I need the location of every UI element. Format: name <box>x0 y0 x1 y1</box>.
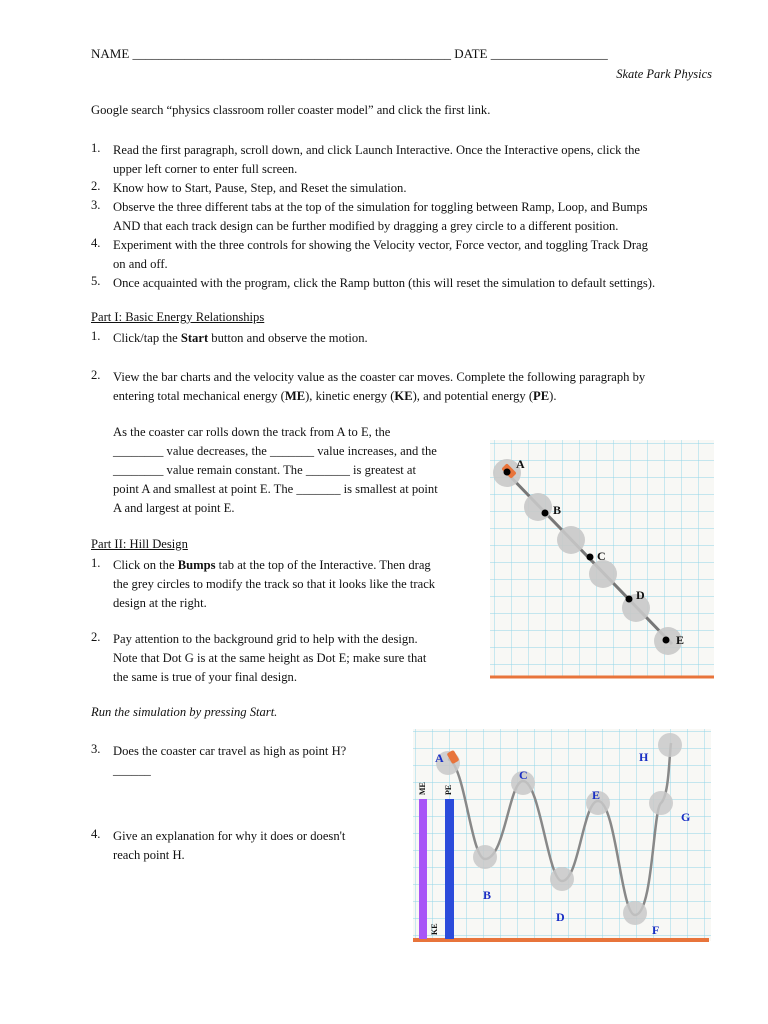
point-dot <box>504 469 511 476</box>
pe-energy-bar <box>445 799 454 939</box>
point-dot <box>542 510 549 517</box>
control-circle[interactable] <box>524 493 552 521</box>
ke-bar-label: KE <box>430 923 439 935</box>
point-label-f: F <box>652 923 660 937</box>
bumps-track-figure <box>413 729 711 945</box>
pe-bar-label: PE <box>444 784 453 795</box>
intro-text: Google search “physics classroom roller coaster model” and click the first link. <box>91 103 491 117</box>
point-label-g: G <box>681 810 691 824</box>
control-circle[interactable] <box>658 733 682 757</box>
part1-q1: Click/tap the Start button and observe the motion. <box>113 331 368 345</box>
point-label-h: H <box>639 750 649 764</box>
part1-q2-number: 2. <box>91 368 101 382</box>
control-circle[interactable] <box>623 901 647 925</box>
part2-q2: Pay attention to the background grid to help with the design. Note that Dot G is at the same height as Dot E; make sure that the same is true of your final design. <box>113 632 427 684</box>
point-label-b: B <box>483 888 492 902</box>
part2-q1: Click on the Bumps tab at the top of the Interactive. Then drag the grey circles to modify the track so that it looks like the track design at the right. <box>113 558 436 610</box>
name-date-line <box>91 46 608 62</box>
me-bar-label: ME <box>418 782 427 795</box>
worksheet-subtitle: Skate Park Physics <box>616 67 712 81</box>
energy-fill-in-paragraph[interactable]: As the coaster car rolls down the track from A to E, the ________ value decreases, the _______ value increases, and the ________ value remain constant. The _______ is greatest at point A and smallest at point E. The _______ is smallest at point A and largest at point E. <box>113 425 438 515</box>
part2-q4: Give an explanation for why it does or doesn't reach point H. <box>113 829 346 862</box>
part2-q4-number: 4. <box>91 827 101 841</box>
name-label: NAME <box>91 46 130 61</box>
part2-q2-number: 2. <box>91 630 101 644</box>
part1-q2: View the bar charts and the velocity value as the coaster car moves. Complete the following paragraph by entering total mechanical energy (ME), kinetic energy (KE), and potential energy (PE). <box>113 370 646 403</box>
point-dot <box>626 596 633 603</box>
point-label-b: B <box>553 503 562 517</box>
q3-answer-blank[interactable]: ______ <box>113 763 151 777</box>
point-label-e: E <box>592 788 601 802</box>
control-circle[interactable] <box>557 526 585 554</box>
part2-q1-number: 1. <box>91 556 101 570</box>
point-dot <box>587 554 594 561</box>
run-instruction: Run the simulation by pressing Start. <box>91 705 278 719</box>
point-label-a: A <box>435 751 444 765</box>
part1-q1-number: 1. <box>91 329 101 343</box>
part1-title: Part I: Basic Energy Relationships <box>91 310 265 324</box>
part2-title: Part II: Hill Design <box>91 537 188 551</box>
control-circle[interactable] <box>550 867 574 891</box>
part2-q3-number: 3. <box>91 742 101 756</box>
ramp-track-figure <box>490 440 714 680</box>
date-label: DATE <box>454 46 488 61</box>
point-dot <box>663 637 670 644</box>
control-circle[interactable] <box>649 791 673 815</box>
point-label-c: C <box>519 768 528 782</box>
date-blank[interactable]: __________________ <box>490 46 608 61</box>
point-label-d: D <box>636 588 645 602</box>
control-circle[interactable] <box>473 845 497 869</box>
part2-q3: Does the coaster car travel as high as point H? ______ <box>113 742 346 780</box>
point-label-d: D <box>556 910 565 924</box>
name-blank[interactable]: _________________________________________________ <box>132 46 452 61</box>
point-label-e: E <box>676 633 685 647</box>
point-label-a: A <box>516 457 525 471</box>
control-circle[interactable] <box>589 560 617 588</box>
me-energy-bar <box>419 799 427 939</box>
point-label-c: C <box>597 549 606 563</box>
